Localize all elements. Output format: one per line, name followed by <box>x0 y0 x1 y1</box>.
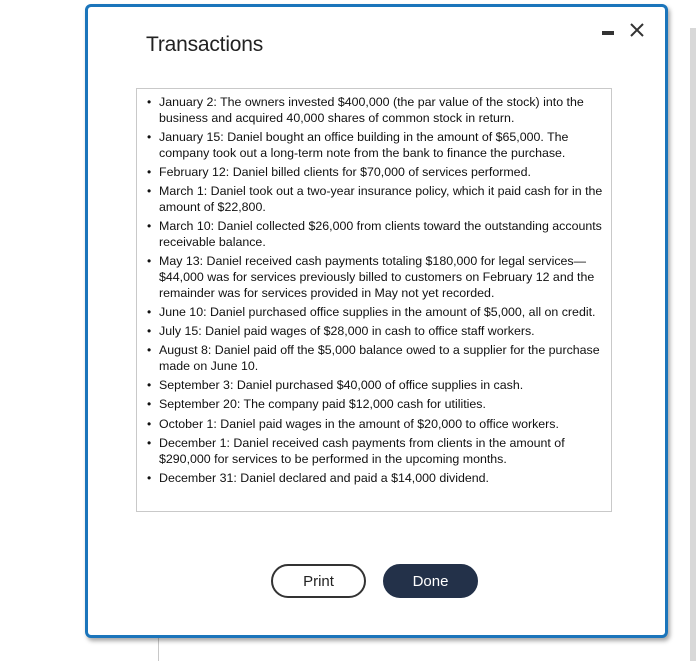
transaction-text: May 13: Daniel received cash payments totaling $180,000 for legal services—$44,000 was for services previously billed to customers on February 12 and the remainder was for services provided in May not yet recorded. <box>159 254 595 300</box>
transaction-text: June 10: Daniel purchased office supplies in the amount of $5,000, all on credit. <box>159 304 596 319</box>
list-item <box>145 417 603 433</box>
dialog-actions <box>88 564 665 600</box>
background-scrollbar-edge <box>690 28 696 661</box>
transaction-text: December 1: Daniel received cash payments from clients in the amount of $290,000 for services to be performed in the upcoming months. <box>159 435 565 466</box>
transaction-text: December 31: Daniel declared and paid a $14,000 dividend. <box>159 470 489 485</box>
transaction-text: January 2: The owners invested $400,000 (the par value of the stock) into the business and acquired 40,000 shares of common stock in return. <box>159 95 584 125</box>
done-button[interactable]: Done <box>383 564 478 598</box>
bullet-icon: • <box>147 343 152 358</box>
list-item <box>145 436 603 468</box>
list-item <box>145 471 603 487</box>
dialog-title: Transactions <box>146 33 264 56</box>
minimize-icon[interactable] <box>601 25 615 39</box>
list-item <box>145 397 603 413</box>
transaction-text: October 1: Daniel paid wages in the amount of $20,000 to office workers. <box>159 416 559 431</box>
bullet-icon: • <box>147 435 152 450</box>
list-item <box>145 378 603 394</box>
bullet-icon: • <box>147 219 152 234</box>
bullet-icon: • <box>147 95 152 109</box>
background-divider <box>158 634 159 661</box>
print-button[interactable]: Print <box>271 564 366 598</box>
close-icon[interactable] <box>628 21 646 39</box>
list-item <box>145 95 603 127</box>
transaction-text: February 12: Daniel billed clients for $70,000 of services performed. <box>159 164 531 179</box>
transaction-text: September 3: Daniel purchased $40,000 of office supplies in cash. <box>159 378 524 393</box>
list-item <box>145 343 603 375</box>
bullet-icon: • <box>147 254 152 269</box>
list-item <box>145 165 603 181</box>
list-item <box>145 254 603 301</box>
transaction-text: September 20: The company paid $12,000 cash for utilities. <box>159 397 486 412</box>
bullet-icon: • <box>147 416 152 431</box>
transaction-text: July 15: Daniel paid wages of $28,000 in cash to office staff workers. <box>159 324 535 339</box>
bullet-icon: • <box>147 164 152 179</box>
bullet-icon: • <box>147 324 152 339</box>
bullet-icon: • <box>147 378 152 393</box>
transaction-text: January 15: Daniel bought an office building in the amount of $65,000. The company took out a long-term note from the bank to finance the purchase. <box>159 129 569 160</box>
transaction-text: August 8: Daniel paid off the $5,000 balance owed to a supplier for the purchase made on June 10. <box>159 343 600 374</box>
bullet-icon: • <box>147 397 152 412</box>
bullet-icon: • <box>147 129 152 144</box>
list-item <box>145 130 603 162</box>
transactions-panel <box>136 88 612 512</box>
list-item <box>145 219 603 251</box>
bullet-icon: • <box>147 304 152 319</box>
bullet-icon: • <box>147 184 152 199</box>
transaction-text: March 10: Daniel collected $26,000 from clients toward the outstanding accounts receivable balance. <box>159 219 602 249</box>
list-item <box>145 184 603 216</box>
transactions-dialog <box>85 4 668 638</box>
list-item <box>145 324 603 340</box>
bullet-icon: • <box>147 470 152 485</box>
list-item <box>145 305 603 321</box>
transactions-list <box>145 95 603 487</box>
transaction-text: March 1: Daniel took out a two-year insurance policy, which it paid cash for in the amount of $22,800. <box>159 184 603 214</box>
